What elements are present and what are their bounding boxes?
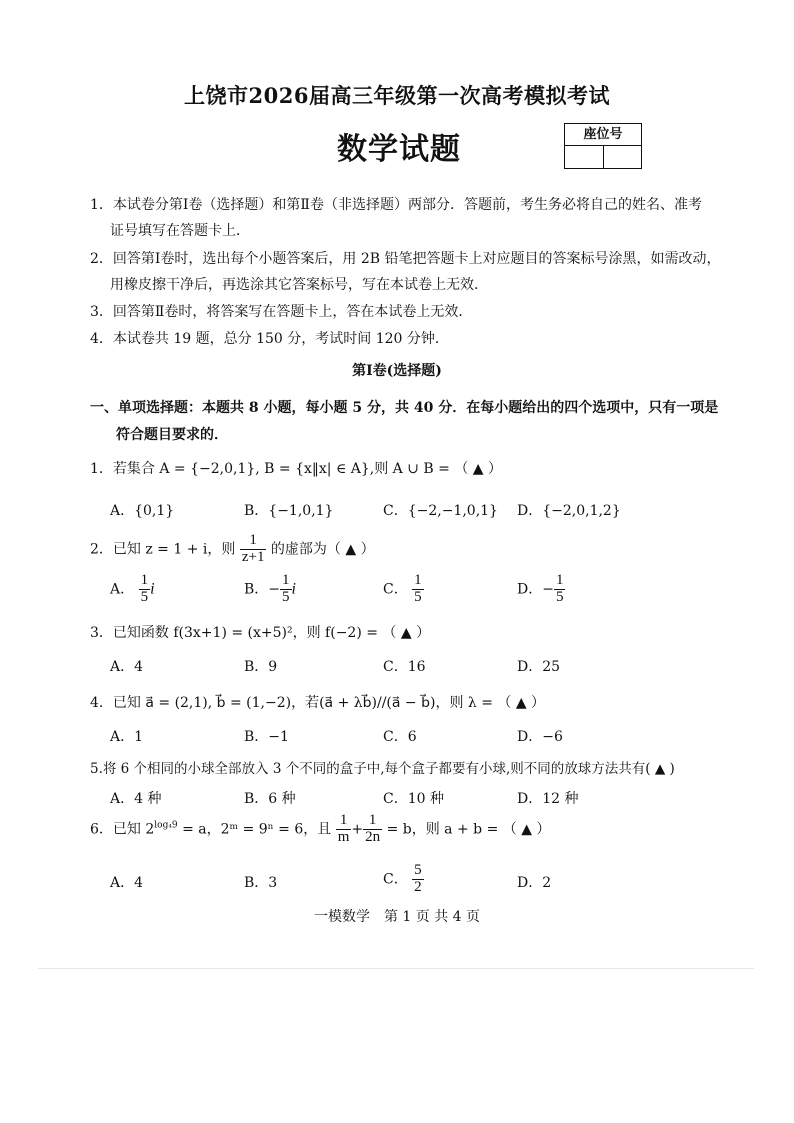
question-2-stem [90, 533, 375, 566]
seat-number-cell [565, 145, 604, 168]
q2-b-num: 1 [282, 572, 290, 588]
q2-option-b-label: B． [244, 581, 269, 598]
instruction-4: 4．本试卷共 19 题，总分 150 分，考试时间 120 分钟． [90, 331, 449, 347]
q6-c-den: 2 [414, 878, 422, 895]
instruction-1: 1．本试卷分第Ⅰ卷（选择题）和第Ⅱ卷（非选择题）两部分．答题前，考生务必将自己的姓名、准考 [90, 197, 702, 213]
q2-b-suffix: i [291, 580, 296, 598]
exam-subtitle: 数学试题 [337, 132, 461, 167]
q6-exponent: log₄9 [154, 820, 178, 831]
question-1-stem: 1．若集合 A = {−2,0,1}, B = {x‖x| ∈ A},则 A ∪ B = （ ▲ ） [90, 461, 503, 477]
section-1-heading-cont: 符合题目要求的． [116, 427, 228, 443]
q5-option-a: A．4 种 [110, 791, 162, 807]
question-6-stem [90, 813, 550, 846]
q5-option-d: D．12 种 [517, 791, 579, 807]
q2-b-sign: − [268, 581, 281, 598]
q2-stem-prefix: 2．已知 z = 1 + i，则 [90, 541, 236, 558]
seat-number-box [564, 123, 642, 169]
q2-option-d [517, 573, 565, 606]
section-1-heading: 一、单项选择题：本题共 8 小题，每小题 5 分，共 40 分．在每小题给出的四个选项中，只有一项是 [90, 400, 719, 416]
q1-option-d: D．{−2,0,1,2} [517, 503, 621, 519]
q3-option-b: B．9 [244, 659, 278, 675]
q4-option-c: C．6 [383, 729, 417, 745]
q2-d-num: 1 [555, 572, 564, 588]
q4-option-d: D．−6 [517, 729, 563, 745]
q1-option-a: A．{0,1} [110, 503, 175, 519]
q6-option-a: A．4 [110, 875, 144, 891]
q2-d-sign: − [542, 581, 554, 598]
question-4-stem: 4．已知 a⃗ = (2,1), b⃗ = (1,−2)，若(a⃗ + λb⃗)//(a⃗ − b⃗)，则 λ = （ ▲ ） [90, 695, 546, 711]
q2-d-den: 5 [555, 588, 564, 605]
q1-option-c: C．{−2,−1,0,1} [383, 503, 498, 519]
q2-a-den: 5 [140, 588, 149, 605]
page-divider [38, 968, 754, 969]
question-3-stem: 3．已知函数 f(3x+1) = (x+5)²，则 f(−2) = （ ▲ ） [90, 625, 431, 641]
q2-option-a [110, 573, 155, 606]
q6-f1-den: m [337, 828, 350, 845]
instruction-2-cont: 用橡皮擦干净后，再选涂其它答案标号，写在本试卷上无效． [110, 277, 488, 293]
q6-plus: + [351, 821, 364, 838]
q3-option-d: D．25 [517, 659, 561, 675]
q6-option-c-label: C． [383, 871, 408, 888]
q6-option-c [383, 863, 424, 896]
q2-c-den: 5 [414, 588, 422, 605]
q6-f2-den: 2n [365, 828, 381, 845]
q2-fraction-den: z+1 [241, 548, 265, 565]
q1-option-b: B．{−1,0,1} [244, 503, 334, 519]
q2-a-suffix: i [150, 580, 155, 598]
q6-option-b: B．3 [244, 875, 278, 891]
part-1-title: 第Ⅰ卷(选择题) [352, 363, 442, 379]
q2-option-d-label: D． [517, 581, 543, 598]
q2-fraction-num: 1 [240, 533, 267, 550]
q2-option-c [383, 573, 424, 606]
q2-stem-suffix: 的虚部为（ ▲ ） [270, 541, 375, 558]
q2-a-num: 1 [140, 572, 149, 588]
q3-option-a: A．4 [110, 659, 144, 675]
q2-option-c-label: C． [383, 581, 408, 598]
page-footer: 一模数学 第 1 页 共 4 页 [313, 909, 481, 925]
q6-c-num: 5 [414, 862, 422, 878]
q4-option-b: B．−1 [244, 729, 289, 745]
instruction-2: 2．回答第Ⅰ卷时，选出每个小题答案后，用 2B 铅笔把答题卡上对应题目的答案标号涂黑，如需改动， [90, 251, 721, 267]
q4-option-a: A．1 [110, 729, 144, 745]
q6-stem-a: 6．已知 2 [90, 821, 155, 838]
q2-c-num: 1 [414, 572, 422, 588]
q6-f1-num: 1 [336, 813, 352, 830]
exam-title: 上饶市2026届高三年级第一次高考模拟考试 [184, 83, 610, 108]
q2-fraction [240, 533, 267, 566]
q6-stem-b: = a，2ᵐ = 9ⁿ = 6，且 [177, 821, 332, 838]
q5-option-b: B．6 种 [244, 791, 296, 807]
instruction-1-cont: 证号填写在答题卡上． [110, 223, 250, 239]
instruction-3: 3．回答第Ⅱ卷时，将答案写在答题卡上，答在本试卷上无效． [90, 304, 473, 320]
q3-option-c: C．16 [383, 659, 426, 675]
question-5-stem: 5.将 6 个相同的小球全部放入 3 个不同的盒子中,每个盒子都要有小球,则不同的放球方法共有( ▲ ) [90, 761, 675, 777]
q2-b-den: 5 [282, 588, 290, 605]
q6-stem-c: = b，则 a + b = （ ▲ ） [386, 821, 551, 838]
q2-option-a-label: A． [110, 581, 135, 598]
q5-option-c: C．10 种 [383, 791, 444, 807]
q6-option-d: D．2 [517, 875, 552, 891]
q2-option-b [244, 573, 296, 606]
q6-f2-num: 1 [363, 813, 382, 830]
seat-number-label: 座位号 [565, 124, 641, 146]
